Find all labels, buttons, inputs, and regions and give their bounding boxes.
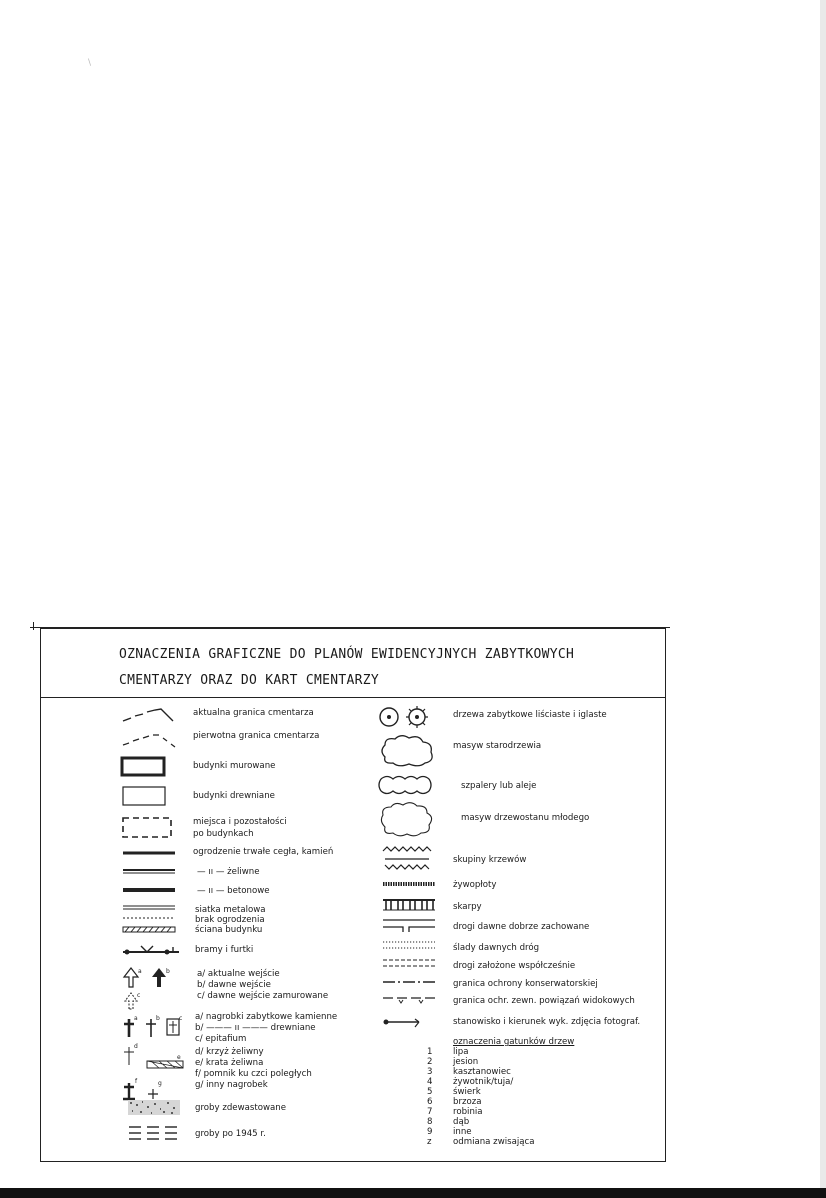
- svg-text:a: a: [134, 1015, 138, 1022]
- groby-1945-label: groby po 1945 r.: [195, 1129, 266, 1139]
- pierwotna-granica-symbol: [121, 729, 181, 749]
- wejscie-c-label: c/ dawne wejście zamurowane: [197, 991, 329, 1001]
- siatka-label: siatka metalowa: [195, 905, 266, 915]
- drzewa-zabytkowe-symbol: [377, 705, 437, 729]
- svg-text:a: a: [138, 968, 142, 975]
- species-name: żywotnik/tuja/: [453, 1077, 514, 1087]
- header-rule: [41, 697, 665, 698]
- legend-title-line1: OZNACZENIA GRAFICZNE DO PLANÓW EWIDENCYJNYCH ZABYTKOWYCH: [119, 647, 575, 662]
- granica-powiazan-symbol: [381, 993, 439, 1005]
- wejscie-a-label: a/ aktualne wejście: [197, 969, 280, 979]
- masyw-mlodego-symbol: [377, 799, 439, 839]
- nagrobki-f-label: f/ pomnik ku czci poległych: [195, 1069, 312, 1079]
- gatunki-header: oznaczenia gatunków drzew: [453, 1037, 575, 1047]
- nagrobki-c-label: c/ epitafium: [195, 1034, 247, 1044]
- species-name: inne: [453, 1127, 472, 1137]
- budynki-murowane-symbol: [119, 755, 169, 779]
- scan-bottom-edge: [0, 1188, 826, 1198]
- wejscie-symbol: [121, 965, 183, 1013]
- granica-ochrony-label: granica ochrony konserwatorskiej: [453, 979, 598, 989]
- drzewa-zabytkowe-label: drzewa zabytkowe liściaste i iglaste: [453, 710, 607, 720]
- zeliwne-symbol: [121, 865, 179, 877]
- species-number: 1: [427, 1047, 433, 1057]
- stanowisko-label: stanowisko i kierunek wyk. zdjęcia fotograf.: [453, 1017, 641, 1027]
- svg-text:g: g: [158, 1080, 162, 1087]
- masyw-mlodego-label: masyw drzewostanu młodego: [461, 813, 590, 823]
- nagrobki-g-label: g/ inny nagrobek: [195, 1080, 268, 1090]
- granica-powiazan-label: granica ochr. zewn. powiązań widokowych: [453, 996, 635, 1006]
- groby-zdewastowane-symbol: [127, 1099, 183, 1117]
- stanowisko-symbol: [381, 1015, 439, 1029]
- wejscie-b-label: b/ dawne wejście: [197, 980, 271, 990]
- skupiny-symbol: [379, 845, 439, 875]
- svg-text:b: b: [166, 968, 170, 975]
- legend-sheet: [40, 628, 666, 1162]
- species-number: 7: [427, 1107, 433, 1117]
- species-name: świerk: [453, 1087, 481, 1097]
- aktualna-granica-symbol: [121, 705, 181, 725]
- scan-speck: \: [88, 58, 92, 68]
- budynki-drewniane-label: budynki drewniane: [193, 791, 275, 801]
- siatka-symbol: [121, 903, 179, 937]
- slady-drog-symbol: [381, 939, 439, 951]
- skupiny-label: skupiny krzewów: [453, 855, 527, 865]
- skarpy-label: skarpy: [453, 902, 482, 912]
- species-name: brzoza: [453, 1097, 482, 1107]
- groby-zdewastowane-label: groby zdewastowane: [195, 1103, 287, 1113]
- masyw-starodrzewia-label: masyw starodrzewia: [453, 741, 542, 751]
- nagrobki-d-label: d/ krzyż żeliwny: [195, 1047, 264, 1057]
- svg-text:c: c: [137, 992, 141, 999]
- species-name: dąb: [453, 1117, 470, 1127]
- nagrobki-a-label: a/ nagrobki zabytkowe kamienne: [195, 1012, 338, 1022]
- legend-title-line2: CMENTARZY ORAZ DO KART CMENTARZY: [119, 673, 380, 688]
- betonowe-label: — ıı — betonowe: [197, 886, 270, 896]
- slady-drog-label: ślady dawnych dróg: [453, 943, 540, 953]
- ogrodzenie-trwale-label: ogrodzenie trwałe cegła, kamień: [193, 847, 334, 857]
- species-name: kasztanowiec: [453, 1067, 511, 1077]
- nagrobki-e-label: e/ krata żeliwna: [195, 1058, 264, 1068]
- pierwotna-granica-label: pierwotna granica cmentarza: [193, 731, 320, 741]
- budynki-drewniane-symbol: [121, 785, 171, 809]
- drogi-zalozone-symbol: [381, 957, 439, 969]
- szpalery-label: szpalery lub aleje: [461, 781, 537, 791]
- betonowe-symbol: [121, 884, 179, 896]
- groby-1945-symbol: [127, 1123, 183, 1145]
- miejsca-pozostalosci-symbol: [119, 815, 177, 841]
- species-number: 3: [427, 1067, 433, 1077]
- svg-text:f: f: [135, 1078, 138, 1085]
- species-number: 2: [427, 1057, 433, 1067]
- bramy-symbol: [121, 941, 183, 957]
- species-number: 5: [427, 1087, 433, 1097]
- species-number: 4: [427, 1077, 433, 1087]
- zywoploty-symbol: [381, 879, 439, 889]
- miejsca-label-1: miejsca i pozostałości: [193, 817, 287, 827]
- svg-text:e: e: [177, 1054, 181, 1061]
- drogi-dobrze-symbol: [381, 917, 439, 933]
- svg-text:d: d: [134, 1043, 138, 1050]
- legend-corner-tick: [33, 622, 34, 630]
- ogrodzenie-trwale-symbol: [121, 847, 179, 859]
- species-number: 8: [427, 1117, 433, 1127]
- species-number: z: [427, 1137, 432, 1147]
- brak-ogrodzenia-label: brak ogrodzenia: [195, 915, 265, 925]
- species-name: jesion: [453, 1057, 479, 1067]
- zeliwne-label: — ıı — żeliwne: [197, 867, 260, 877]
- species-number: 6: [427, 1097, 433, 1107]
- nagrobki-b-label: b/ ——— ıı ——— drewniane: [195, 1023, 316, 1033]
- skarpy-symbol: [381, 897, 439, 913]
- granica-ochrony-symbol: [381, 977, 439, 987]
- species-name: lipa: [453, 1047, 469, 1057]
- species-name: odmiana zwisająca: [453, 1137, 535, 1147]
- budynki-murowane-label: budynki murowane: [193, 761, 276, 771]
- masyw-starodrzewia-symbol: [377, 733, 439, 769]
- drogi-zalozone-label: drogi założone współcześnie: [453, 961, 576, 971]
- miejsca-label-2: po budynkach: [193, 829, 254, 839]
- drogi-dobrze-label: drogi dawne dobrze zachowane: [453, 922, 590, 932]
- zywoploty-label: żywopłoty: [453, 880, 497, 890]
- svg-text:b: b: [156, 1015, 160, 1022]
- species-number: 9: [427, 1127, 433, 1137]
- species-name: robinia: [453, 1107, 483, 1117]
- sciana-budynku-label: ściana budynku: [195, 925, 263, 935]
- bramy-label: bramy i furtki: [195, 945, 254, 955]
- szpalery-symbol: [377, 773, 439, 797]
- aktualna-granica-label: aktualna granica cmentarza: [193, 708, 314, 718]
- svg-text:c: c: [179, 1015, 183, 1022]
- scan-page-edge: [820, 0, 826, 1198]
